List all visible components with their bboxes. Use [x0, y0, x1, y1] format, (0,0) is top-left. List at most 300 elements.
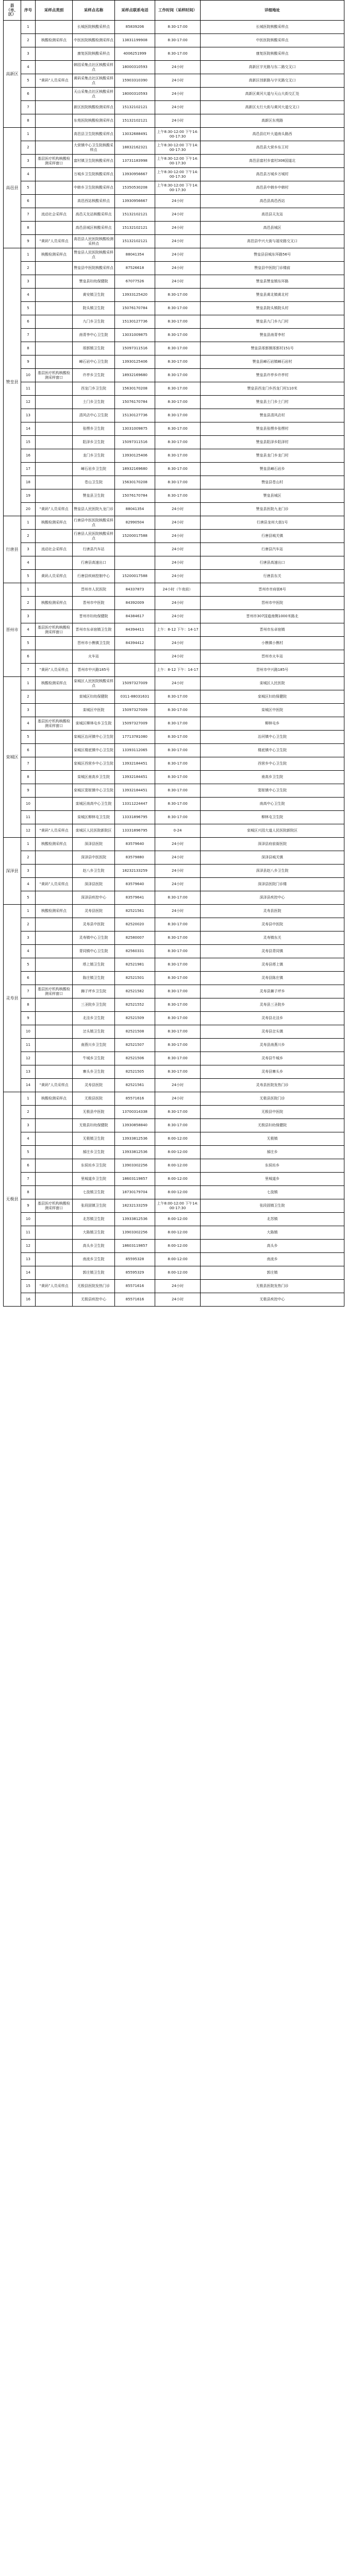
hours-cell: 8:30-17:00 — [155, 798, 201, 811]
address-cell: 柳林屯卫生院 — [201, 811, 344, 824]
seq-cell: 4 — [21, 168, 36, 181]
address-cell: 灵寿县塔上镇 — [201, 958, 344, 972]
phone-cell: 82521552 — [115, 998, 155, 1012]
address-cell: 栾城区兴园大道人民医院新院区 — [201, 824, 344, 838]
hours-cell: 24小时（午夜前） — [155, 583, 201, 597]
hours-cell: 8:30-17:00 — [155, 811, 201, 824]
hours-cell: 上午8:00-12:00 下午14:00-17:30 — [155, 1199, 201, 1213]
phone-cell: 18000310593 — [115, 88, 155, 101]
phone-cell: 82521501 — [115, 972, 155, 985]
table-row — [4, 731, 344, 744]
phone-cell: 82521508 — [115, 1025, 155, 1039]
name-cell: 栾城区柳林屯卫生院 — [73, 811, 115, 824]
name-cell: 赵八乡卫生院 — [73, 865, 115, 878]
name-cell: 苍山卫生院 — [73, 476, 115, 489]
hours-cell: 24小时 — [155, 637, 201, 650]
address-cell: 赞皇县黄北镇黄北村 — [201, 289, 344, 302]
hours-cell: 8:30-17:00 — [155, 489, 201, 503]
type-cell — [36, 1266, 73, 1280]
seq-cell: 10 — [21, 798, 36, 811]
hours-cell: 24小时 — [155, 878, 201, 891]
name-cell: 高邑西站核酸采样点 — [73, 195, 115, 208]
name-cell: 深泽县医院 — [73, 838, 115, 851]
type-cell: “黄码”人员采样点 — [36, 1280, 73, 1293]
type-cell: “黄码”人员采样点 — [36, 235, 73, 248]
hours-cell: 8:30-17:00 — [155, 985, 201, 998]
table-row — [4, 623, 344, 637]
name-cell: 行唐县人民医院核酸采样点 — [73, 530, 115, 543]
name-cell: 北苏镇卫生院 — [73, 1213, 115, 1226]
type-cell — [36, 1065, 73, 1079]
seq-cell: 18 — [21, 476, 36, 489]
phone-cell: 82521506 — [115, 1052, 155, 1065]
table-row — [4, 355, 344, 369]
table-row — [4, 838, 344, 851]
phone-cell: 15132102121 — [115, 222, 155, 235]
phone-cell: 15132102121 — [115, 235, 155, 248]
hours-cell: 8:30-17:00 — [155, 396, 201, 409]
type-cell — [36, 436, 73, 449]
seq-cell: 11 — [21, 1226, 36, 1240]
phone-cell: 84394411 — [115, 623, 155, 637]
name-cell: 高头乡卫生院 — [73, 1240, 115, 1253]
name-cell: 青同镇中心卫生院 — [73, 945, 115, 958]
address-cell: 高邑县高邑西站 — [201, 195, 344, 208]
seq-cell: 5 — [21, 181, 36, 195]
name-cell: 大营镇中心卫生院核酸采样点 — [73, 141, 115, 155]
name-cell: 无极县中医院 — [73, 1106, 115, 1119]
hours-cell: 24小时 — [155, 1092, 201, 1106]
hours-cell: 8:30-17:00 — [155, 1065, 201, 1079]
table-row — [4, 61, 344, 74]
seq-cell: 7 — [21, 985, 36, 998]
type-cell — [36, 128, 73, 141]
header-county: 县（市、区） — [4, 1, 21, 21]
seq-cell: 6 — [21, 315, 36, 329]
name-cell: 栾城区人民医院核酸采样点 — [73, 677, 115, 690]
phone-cell: 15132102121 — [115, 208, 155, 222]
county-cell: 栾城区 — [4, 677, 21, 838]
phone-cell: 13331896795 — [115, 824, 155, 838]
name-cell: 寨头乡卫生院 — [73, 1065, 115, 1079]
name-cell: 龙门乡卫生院 — [73, 449, 115, 463]
address-cell: 灵寿县中医院 — [201, 918, 344, 931]
address-cell: 赞皇县城区 — [201, 489, 344, 503]
address-cell: 赞皇县南青李村 — [201, 329, 344, 342]
seq-cell: 2 — [21, 597, 36, 610]
seq-cell: 11 — [21, 811, 36, 824]
phone-cell: 82520020 — [115, 918, 155, 931]
seq-cell: 13 — [21, 409, 36, 422]
address-cell: 栾城区妇幼保健院 — [201, 690, 344, 704]
hours-cell: 8:30-17:00 — [155, 1119, 201, 1132]
hours-cell: 24小时 — [155, 114, 201, 128]
type-cell — [36, 342, 73, 355]
table-row — [4, 1106, 344, 1119]
type-cell: 流动社会采样点 — [36, 208, 73, 222]
address-cell: 灵寿县岔头镇 — [201, 1025, 344, 1039]
type-cell — [36, 1012, 73, 1025]
table-row — [4, 878, 344, 891]
address-cell: 晋州市火车站 — [201, 650, 344, 664]
seq-cell: 7 — [21, 208, 36, 222]
type-cell — [36, 583, 73, 597]
phone-cell: 15076170784 — [115, 489, 155, 503]
seq-cell: 3 — [21, 275, 36, 289]
address-cell: 东侯坊乡 — [201, 1159, 344, 1173]
type-cell — [36, 798, 73, 811]
phone-cell: 15097327009 — [115, 704, 155, 717]
table-row — [4, 798, 344, 811]
type-cell — [36, 61, 73, 74]
address-cell: 赞皇县赞皇镇东环路 — [201, 275, 344, 289]
type-cell — [36, 141, 73, 155]
type-cell — [36, 21, 73, 34]
county-cell: 高邑县 — [4, 128, 21, 248]
type-cell — [36, 610, 73, 623]
seq-cell: 3 — [21, 704, 36, 717]
address-cell: 晋州市中兴路185号 — [201, 664, 344, 677]
name-cell: 九门乡卫生院 — [73, 315, 115, 329]
address-cell: 晋州市中医院 — [201, 597, 344, 610]
table-row — [4, 570, 344, 583]
name-cell: 郝庄乡卫生院 — [73, 1146, 115, 1159]
table-row — [4, 972, 344, 985]
hours-cell: 24小时 — [155, 88, 201, 101]
hours-cell: 24小时 — [155, 61, 201, 74]
phone-cell: 88041354 — [115, 248, 155, 262]
seq-cell: 2 — [21, 690, 36, 704]
table-row — [4, 222, 344, 235]
table-row — [4, 998, 344, 1012]
table-row — [4, 556, 344, 570]
type-cell — [36, 637, 73, 650]
table-row — [4, 489, 344, 503]
phone-cell: 83579641 — [115, 891, 155, 905]
table-row — [4, 1012, 344, 1025]
hours-cell: 8:30-17:00 — [155, 47, 201, 61]
name-cell: 清风店中心卫生院 — [73, 409, 115, 422]
table-row — [4, 101, 344, 114]
table-row — [4, 610, 344, 623]
type-cell — [36, 382, 73, 396]
address-cell: 高新区黄河大道与天山大街交汇处 — [201, 88, 344, 101]
address-cell: 无极县医院发热门诊 — [201, 1280, 344, 1293]
hours-cell: 24小时 — [155, 851, 201, 865]
hours-cell: 24小时 — [155, 865, 201, 878]
table-row — [4, 74, 344, 88]
address-cell: 南高乡卫生院 — [201, 771, 344, 784]
hours-cell: 8:30-17:00 — [155, 449, 201, 463]
address-cell: 灵寿县狮子坪乡 — [201, 985, 344, 998]
hours-cell: 8:30-17:00 — [155, 771, 201, 784]
phone-cell: 18932169680 — [115, 463, 155, 476]
table-row — [4, 1240, 344, 1253]
type-cell — [36, 168, 73, 181]
address-cell: 高邑县富村乡富村308国道北 — [201, 155, 344, 168]
seq-cell: 15 — [21, 1280, 36, 1293]
table-row — [4, 1280, 344, 1293]
seq-cell: 9 — [21, 1012, 36, 1025]
seq-cell: 20 — [21, 503, 36, 516]
name-cell: 晋州市东卓宿镇卫生院 — [73, 623, 115, 637]
type-cell — [36, 222, 73, 235]
hours-cell: 上午8:30-12:00 下午14:00-17:30 — [155, 168, 201, 181]
address-cell: 赞皇县张楞乡张楞村 — [201, 422, 344, 436]
address-cell: 中医医院核酸采样点 — [201, 34, 344, 47]
county-cell: 灵寿县 — [4, 905, 21, 1092]
name-cell: 韩园采集点社区核酸采样点 — [73, 61, 115, 74]
seq-cell: 12 — [21, 1052, 36, 1065]
address-cell: 高邑县天友站 — [201, 208, 344, 222]
name-cell: 栾城区冶河镇中心卫生院 — [73, 731, 115, 744]
hours-cell: 8:30-17:00 — [155, 958, 201, 972]
address-cell: 行唐县龙州大街1号 — [201, 516, 344, 530]
table-row — [4, 47, 344, 61]
type-cell — [36, 195, 73, 208]
seq-cell: 7 — [21, 664, 36, 677]
phone-cell: 13930858840 — [115, 1119, 155, 1132]
address-cell: 赞皇县阳泽乡阳泽村 — [201, 436, 344, 449]
address-cell: 行唐县汽车站 — [201, 543, 344, 556]
name-cell: 栾城区西营乡中心卫生院 — [73, 757, 115, 771]
phone-cell: 15130127736 — [115, 409, 155, 422]
type-cell — [36, 476, 73, 489]
type-cell — [36, 1106, 73, 1119]
phone-cell: 13930125406 — [115, 355, 155, 369]
phone-cell: 18603119857 — [115, 1240, 155, 1253]
phone-cell: 15200017588 — [115, 570, 155, 583]
seq-cell: 4 — [21, 556, 36, 570]
name-cell: 栾城区楼底镇中心卫生院 — [73, 744, 115, 757]
table-row — [4, 1065, 344, 1079]
name-cell: 高邑县城区核酸采样点 — [73, 222, 115, 235]
seq-cell: 5 — [21, 958, 36, 972]
type-cell — [36, 1119, 73, 1132]
hours-cell: 8:00-12:00 — [155, 1159, 201, 1173]
phone-cell: 82580007 — [115, 931, 155, 945]
type-cell — [36, 489, 73, 503]
seq-cell: 1 — [21, 1092, 36, 1106]
type-cell — [36, 47, 73, 61]
header-seq: 序号 — [21, 1, 36, 21]
type-cell: 流动社会采样点 — [36, 543, 73, 556]
name-cell: 大陈镇卫生院 — [73, 1226, 115, 1240]
table-row — [4, 88, 344, 101]
address-cell: 冶河镇中心卫生院 — [201, 731, 344, 744]
seq-cell: 11 — [21, 1039, 36, 1052]
hours-cell: 8:30-17:00 — [155, 476, 201, 489]
table-row — [4, 945, 344, 958]
name-cell: 无极县医院发热门诊 — [73, 1280, 115, 1293]
name-cell: 赞皇县妇幼保健院 — [73, 275, 115, 289]
name-cell: 西龙门乡卫生院 — [73, 382, 115, 396]
address-cell: 晋州市307国道南侧1000米路北 — [201, 610, 344, 623]
seq-cell: 12 — [21, 824, 36, 838]
type-cell: 基层医疗机构核酸检测采样窗口 — [36, 1199, 73, 1213]
address-cell: 高邑县万城乡万城村 — [201, 168, 344, 181]
hours-cell: 8:30-17:00 — [155, 744, 201, 757]
hours-cell: 8:30-17:00 — [155, 315, 201, 329]
address-cell: 楼底镇中心卫生院 — [201, 744, 344, 757]
hours-cell: 8:30-17:00 — [155, 463, 201, 476]
table-row — [4, 717, 344, 731]
name-cell: 赞皇县人民医院核酸采样点 — [73, 248, 115, 262]
table-row — [4, 128, 344, 141]
table-row — [4, 1079, 344, 1092]
hours-cell: 8:30-17:00 — [155, 289, 201, 302]
hours-cell: 8:30-17:00 — [155, 21, 201, 34]
seq-cell: 9 — [21, 784, 36, 798]
name-cell: 栾城区柳林屯乡卫生院 — [73, 717, 115, 731]
address-cell: 行唐县高速出口 — [201, 556, 344, 570]
hours-cell: 8:00-12:00 — [155, 1146, 201, 1159]
table-row — [4, 275, 344, 289]
name-cell: 栾城区中医院 — [73, 704, 115, 717]
type-cell: 核酸检测采样点 — [36, 597, 73, 610]
hours-cell: 8:30-17:00 — [155, 1025, 201, 1039]
name-cell: 灵寿县医院 — [73, 1079, 115, 1092]
seq-cell: 10 — [21, 1025, 36, 1039]
phone-cell: 82521561 — [115, 1079, 155, 1092]
seq-cell: 1 — [21, 21, 36, 34]
address-cell: 高邑县大营乡东王村 — [201, 141, 344, 155]
hours-cell: 24小时 — [155, 610, 201, 623]
seq-cell: 15 — [21, 436, 36, 449]
address-cell: 高邑县红叶大道南头路西 — [201, 128, 344, 141]
address-cell: 大陈镇 — [201, 1226, 344, 1240]
hours-cell: 8:30-17:00 — [155, 34, 201, 47]
type-cell — [36, 181, 73, 195]
type-cell — [36, 1146, 73, 1159]
hours-cell: 8:30-17:00 — [155, 342, 201, 355]
phone-cell — [115, 543, 155, 556]
type-cell — [36, 918, 73, 931]
seq-cell: 1 — [21, 905, 36, 918]
hours-cell: 上午8:30-12:00 下午14:00-17:30 — [155, 141, 201, 155]
name-cell: 晋州市中医院 — [73, 597, 115, 610]
hours-cell: 24小时 — [155, 543, 201, 556]
seq-cell: 3 — [21, 155, 36, 168]
name-cell: 天山采集点社区核酸采样点 — [73, 88, 115, 101]
hours-cell: 8:30-17:00 — [155, 998, 201, 1012]
table-row — [4, 1146, 344, 1159]
address-cell: 高邑县中韩乡中韩村 — [201, 181, 344, 195]
name-cell: 栾城区妇幼保健院 — [73, 690, 115, 704]
type-cell — [36, 1132, 73, 1146]
address-cell: 灵寿县寨头乡 — [201, 1065, 344, 1079]
type-cell: “黄码”人员采样点 — [36, 878, 73, 891]
name-cell: 深泽县疾控中心 — [73, 891, 115, 905]
phone-cell: 83579640 — [115, 878, 155, 891]
phone-cell: 15076170784 — [115, 396, 155, 409]
phone-cell: 83579640 — [115, 838, 155, 851]
address-cell: 深泽县疾控中心 — [201, 891, 344, 905]
type-cell — [36, 690, 73, 704]
address-cell: 深泽县医院门诊楼 — [201, 878, 344, 891]
table-row — [4, 985, 344, 998]
type-cell — [36, 972, 73, 985]
hours-cell: 8:30-17:00 — [155, 1039, 201, 1052]
table-row — [4, 315, 344, 329]
address-cell: 北苏镇 — [201, 1213, 344, 1226]
type-cell — [36, 530, 73, 543]
seq-cell: 8 — [21, 771, 36, 784]
address-cell: 赞皇县医院九龙门诊 — [201, 503, 344, 516]
hours-cell: 24小时 — [155, 235, 201, 248]
address-cell: 晋州市东卓宿镇 — [201, 623, 344, 637]
address-cell: 灵寿县牛城乡 — [201, 1052, 344, 1065]
name-cell: 无极县疾控中心 — [73, 1293, 115, 1307]
table-row — [4, 369, 344, 382]
name-cell: 张楞乡卫生院 — [73, 422, 115, 436]
table-row — [4, 744, 344, 757]
seq-cell: 2 — [21, 34, 36, 47]
type-cell — [36, 945, 73, 958]
phone-cell: 15132102121 — [115, 114, 155, 128]
seq-cell: 6 — [21, 650, 36, 664]
seq-cell: 10 — [21, 369, 36, 382]
table-row — [4, 704, 344, 717]
seq-cell: 13 — [21, 1253, 36, 1266]
seq-cell: 3 — [21, 610, 36, 623]
seq-cell: 6 — [21, 972, 36, 985]
name-cell: 新区医院核酸检测采样点 — [73, 101, 115, 114]
phone-cell: 13331896795 — [115, 811, 155, 824]
seq-cell: 8 — [21, 342, 36, 355]
table-row — [4, 1092, 344, 1106]
hours-cell: 上午8:30-12:00 下午14:00-17:30 — [155, 128, 201, 141]
hours-cell: 8:30-17:00 — [155, 1052, 201, 1065]
name-cell: 长城医院核酸采样点 — [73, 21, 115, 34]
name-cell: 三圣院乡卫生院 — [73, 998, 115, 1012]
phone-cell: 85571616 — [115, 1092, 155, 1106]
phone-cell: 84394412 — [115, 637, 155, 650]
table-row — [4, 342, 344, 355]
type-cell: “黄码”人员采样点 — [36, 1079, 73, 1092]
seq-cell: 4 — [21, 61, 36, 74]
name-cell: 土门乡卫生院 — [73, 396, 115, 409]
table-row — [4, 114, 344, 128]
phone-cell: 18232133259 — [115, 1199, 155, 1213]
table-row — [4, 1173, 344, 1186]
sampling-sites-table — [3, 0, 344, 1307]
type-cell: 核酸检测采样点 — [36, 516, 73, 530]
phone-cell: 13932184451 — [115, 771, 155, 784]
seq-cell: 1 — [21, 838, 36, 851]
name-cell: 灵寿镇中心卫生院 — [73, 931, 115, 945]
seq-cell: 3 — [21, 47, 36, 61]
seq-cell: 8 — [21, 222, 36, 235]
phone-cell: 82521561 — [115, 905, 155, 918]
hours-cell: 24小时 — [155, 530, 201, 543]
seq-cell: 16 — [21, 449, 36, 463]
seq-cell: 3 — [21, 1119, 36, 1132]
name-cell: 南流乡卫生院 — [73, 1253, 115, 1266]
phone-cell: 87526618 — [115, 262, 155, 275]
table-row — [4, 664, 344, 677]
table-row — [4, 422, 344, 436]
hours-cell: 上午8:30-12:00 下午14:00-17:30 — [155, 155, 201, 168]
phone-cell: 15200017588 — [115, 530, 155, 543]
seq-cell: 2 — [21, 918, 36, 931]
name-cell: 阳泽乡卫生院 — [73, 436, 115, 449]
phone-cell: 18832162321 — [115, 141, 155, 155]
hours-cell: 24小时 — [155, 516, 201, 530]
seq-cell: 9 — [21, 235, 36, 248]
name-cell: 中韩乡卫生院核酸采样点 — [73, 181, 115, 195]
address-cell: 灵寿镇东关 — [201, 931, 344, 945]
